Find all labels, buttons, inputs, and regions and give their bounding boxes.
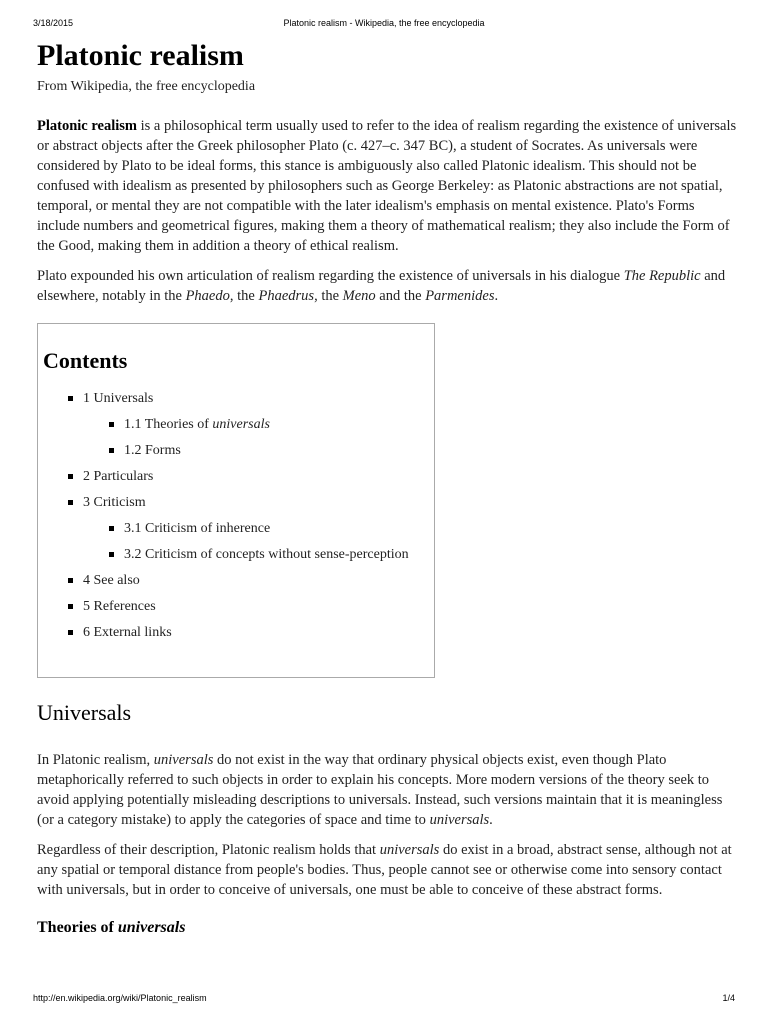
bullet-icon: [68, 578, 73, 583]
toc-number: 1.2: [124, 443, 142, 458]
toc-number: 3.2: [124, 547, 142, 562]
toc-number: 1: [83, 391, 90, 406]
text-run: Plato expounded his own articulation of realism regarding the existence of universals in his dialogue: [37, 268, 624, 284]
bullet-icon: [68, 474, 73, 479]
bullet-icon: [109, 526, 114, 531]
toc-number: 1.1: [124, 417, 142, 432]
link-phaedrus[interactable]: Phaedrus: [258, 288, 315, 304]
toc-item[interactable]: [43, 572, 434, 598]
italic-term: universals: [429, 812, 490, 828]
toc-number: 6: [83, 625, 90, 640]
toc-label: Particulars: [93, 469, 154, 484]
intro-text: is a philosophical term usually used to refer to the idea of realism regarding the existence of universals or abstract objects after the Greek philosopher Plato (c. 427–c. 347 BC), a student of Socrates. As universals were considered by Plato to be ideal forms, this stance is ambiguously also called Platonic idealism. This should not be confused with idealism as presented by philosophers such as George Berkeley: as Platonic abstractions are not spatial, temporal, or mental they are not compatible with the later idealism's emphasis on mental existence. Plato's Forms include numbers and geometrical figures, making them a theory of mathematical realism; they also include the Form of the Good, making them in addition a theory of ethical realism.: [37, 118, 737, 254]
bullet-icon: [68, 396, 73, 401]
toc-label: References: [93, 599, 156, 614]
subsection-heading-theories: [37, 917, 737, 939]
toc-label: Theories of: [144, 417, 213, 432]
toc-item[interactable]: [43, 494, 434, 520]
universals-paragraph-2: [37, 840, 737, 900]
italic-term: universals: [153, 752, 214, 768]
toc-item[interactable]: [43, 624, 434, 650]
print-date: 3/18/2015: [33, 18, 74, 28]
text-run: , the: [314, 288, 343, 304]
print-header: [33, 18, 735, 32]
link-the-republic[interactable]: The Republic: [623, 268, 701, 284]
bullet-icon: [109, 552, 114, 557]
text-run: and the: [375, 288, 426, 304]
text-run: do not exist in the way that ordinary physical objects exist, even though Plato metaphorically referred to such objects in order to explain his concepts. More modern versions of the theory seek to avoid applying potentially misleading descriptions to universals. Instead, such versions maintain that it is meaningless (or a category mistake) to apply the categories of space and time to: [37, 752, 723, 828]
link-meno[interactable]: Meno: [342, 288, 376, 304]
print-footer: [33, 993, 735, 1007]
bullet-icon: [68, 630, 73, 635]
text-run: and elsewhere, notably in the: [37, 268, 726, 304]
text-run: .: [489, 812, 493, 828]
toc-list: [43, 390, 434, 650]
toc-item[interactable]: [43, 598, 434, 624]
dialogues-paragraph: [37, 266, 737, 306]
link-phaedo[interactable]: Phaedo: [185, 288, 230, 304]
bullet-icon: [109, 422, 114, 427]
site-tagline: From Wikipedia, the free encyclopedia: [37, 79, 256, 94]
toc-item[interactable]: [43, 520, 434, 546]
toc-label: Criticism of concepts without sense-perception: [145, 547, 409, 562]
section-heading-universals: Universals: [37, 700, 132, 725]
toc-item[interactable]: [43, 416, 434, 442]
print-url: http://en.wikipedia.org/wiki/Platonic_realism: [33, 993, 207, 1003]
text-run: do exist in a broad, abstract sense, although not at any spatial or temporal distance from people's bodies. Thus, people cannot see or otherwise come into sensory contact with universals, but in order to conceive of universals, one must be able to conceive of these abstract forms.: [37, 842, 732, 898]
bullet-icon: [68, 500, 73, 505]
text-run: In Platonic realism,: [37, 752, 154, 768]
toc-label: Criticism of inherence: [145, 521, 271, 536]
toc-item[interactable]: [43, 468, 434, 494]
table-of-contents: [37, 323, 435, 678]
toc-label: Criticism: [93, 495, 146, 510]
text-run: Regardless of their description, Platonic realism holds that: [37, 842, 380, 858]
italic-term: universals: [379, 842, 440, 858]
toc-number: 2: [83, 469, 90, 484]
link-parmenides[interactable]: Parmenides: [425, 288, 495, 304]
italic-term: universals: [117, 919, 186, 936]
bullet-icon: [109, 448, 114, 453]
universals-paragraph-1: [37, 750, 737, 830]
text-run: , the: [229, 288, 259, 304]
intro-bold-term: Platonic realism: [37, 118, 138, 134]
toc-label: Universals: [93, 391, 154, 406]
toc-label-italic: universals: [212, 417, 270, 432]
print-page-title: Platonic realism - Wikipedia, the free encyclopedia: [283, 18, 485, 28]
page-number: 1/4: [722, 993, 735, 1003]
intro-paragraph: [37, 116, 737, 256]
toc-number: 4: [83, 573, 90, 588]
toc-title: Contents: [43, 348, 128, 373]
article-content: [37, 36, 737, 939]
toc-number: 3.1: [124, 521, 142, 536]
text-run: .: [494, 288, 499, 304]
toc-item[interactable]: [43, 546, 434, 572]
toc-item[interactable]: [43, 390, 434, 416]
toc-item[interactable]: [43, 442, 434, 468]
page-title: Platonic realism: [37, 39, 244, 72]
toc-label: External links: [93, 625, 172, 640]
bullet-icon: [68, 604, 73, 609]
toc-number: 5: [83, 599, 90, 614]
toc-label: See also: [93, 573, 140, 588]
text-run: Theories of: [37, 919, 118, 936]
toc-number: 3: [83, 495, 90, 510]
toc-label: Forms: [145, 443, 181, 458]
